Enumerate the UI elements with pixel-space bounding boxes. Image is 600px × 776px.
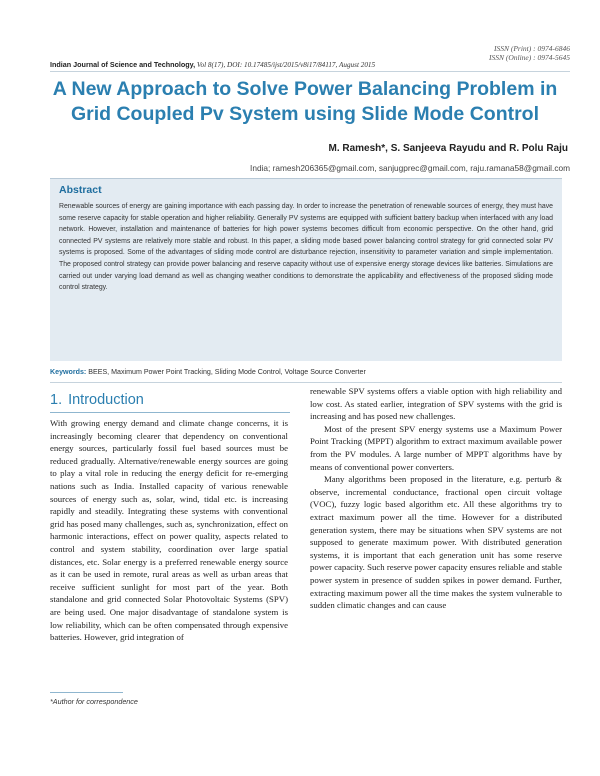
issn-online: ISSN (Online) : 0974-5645 (488, 53, 570, 62)
right-paragraph-1: renewable SPV systems offers a viable option with high reliability and low cost. As stated earlier, integration of SPV systems with the grid is increasing and has posed new challenges. (310, 386, 562, 422)
header-rule (50, 71, 570, 72)
keywords-rule (50, 382, 562, 383)
abstract-box (50, 178, 562, 361)
paper-title: A New Approach to Solve Power Balancing Problem in Grid Coupled Pv System using Slide Mode Control (52, 78, 558, 125)
keywords-line (50, 368, 562, 376)
abstract-heading: Abstract (59, 184, 102, 196)
keywords-label: Keywords: (50, 368, 87, 376)
issn-block (489, 44, 570, 62)
intro-paragraph: With growing energy demand and climate change concerns, it is increasingly becoming clearer that dependency on conventional energy sources, particularly fossil fuel based sources must be reduced gradually. Alternative/renewable energy sources are going to play a vital role in reducing the energy deficit for re-emerging nations such as India. Installed capacity of various renewable sources of energy such as, solar, wind, tidal etc. is increasing rapidly and steadily. Integrating these systems with conventional grid has posed many challenges, such as, synchronization, effect on harmonic interactions, effect on power quality, aspects related to control and system stability, coordination over large spatial distances, etc. Solar energy is a preferred renewable energy source as it can be used in remote, rural areas as well as urban areas that receive sufficient sunlight for most part of the year. Both standalone and grid connected Solar Photovoltaic Systems (SPV) are being used. One major disadvantage of standalone system is low reliability, which can be often compensated through expensive batteries. However, grid integration of (50, 418, 288, 643)
section-title: Introduction (68, 392, 144, 408)
journal-name: Indian Journal of Science and Technology, (50, 60, 196, 69)
journal-details: Vol 8(17), DOI: 10.17485/ijst/2015/v8i17/84117, August 2015 (196, 61, 376, 69)
left-column (50, 417, 288, 644)
issn-print: ISSN (Print) : 0974-6846 (493, 44, 570, 53)
abstract-text: Renewable sources of energy are gaining importance with each passing day. In order to increase the penetration of renewable sources of energy, they must have some reserve capacity for stable operation and higher reliability. Generally PV systems are equipped with sufficient battery backup when interfaced with any load network. However, installation and maintenance of batteries for high power systems becomes difficult from economic perspective. On the other hand, grid connected PV systems are relatively more stable and robust. In this paper, a sliding mode based power balancing control strategy for grid connected solar PV systems is proposed. Some of the advantages of sliding mode control are disturbance rejection, insensitivity to parameter variation and simple implementation. The proposed control strategy can provide power balancing and reserve capacity without use of expensive energy storage devices like batteries. Simulations are carried out under varying load demand as well as changing weather conditions to demonstrate the applicability and effectiveness of the proposed sliding mode control strategy. (59, 203, 553, 292)
section-rule (50, 412, 290, 413)
section-heading (50, 392, 150, 408)
footnote-rule (50, 692, 123, 693)
right-column (310, 385, 562, 612)
author-list: M. Ramesh*, S. Sanjeeva Rayudu and R. Polu Raju (328, 143, 568, 154)
journal-citation (50, 60, 375, 69)
footnote: *Author for correspondence (50, 697, 138, 706)
right-paragraph-2: Most of the present SPV energy systems use a Maximum Power Point Tracking (MPPT) algorithm to extract maximum available power from the PV modules. A large number of MPPT algorithms have by means of conventional power converters. (310, 423, 562, 472)
affiliation: India; ramesh206365@gmail.com, sanjugprec@gmail.com, raju.ramana58@gmail.com (250, 163, 570, 173)
section-number: 1. (50, 392, 63, 408)
right-paragraph-3: Many algorithms been proposed in the literature, e.g. perturb & observe, incremental conductance, fractional open circuit voltage (VOC), fuzzy logic based algorithm etc. All these algorithms try to extract maximum power all the time. However for a distributed generation system, there may be situations when SPV systems are not supposed to generate maximum power. With distributed generation systems, it is important that each generation unit has some reserve power capacity. Such reserve power capacity ensures reliable and stable power system in presence of sudden spikes in power demand. Further, extracting maximum power all the time makes the system vulnerable to sudden climatic changes and can cause (310, 474, 562, 611)
keywords-text: BEES, Maximum Power Point Tracking, Sliding Mode Control, Voltage Source Converter (88, 368, 366, 376)
